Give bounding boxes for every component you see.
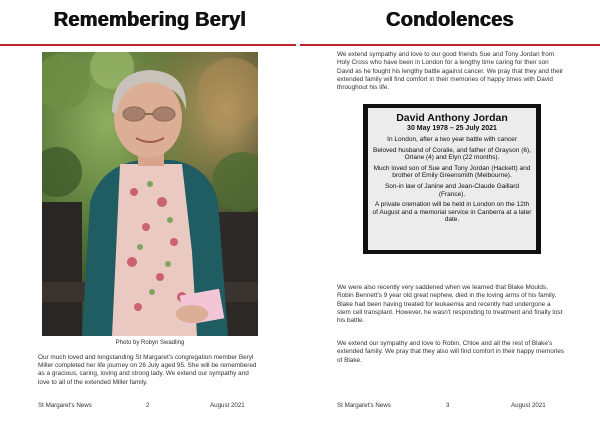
footer-page-number: 2 — [146, 402, 150, 409]
tribute-text: Our much loved and longstanding St Margaret's congregation member Beryl Miller completed her life journey on 26 July aged 95. She will be remembered as a gracious, caring, loving and strong lady. We extend our sympathy and love to all of the extended Miller family. — [38, 354, 257, 386]
notice-line: Son-in law of Janine and Jean-Claude Gaillard (France). — [384, 182, 520, 198]
footer-date: August 2021 — [210, 402, 245, 409]
footer-page-number: 3 — [446, 402, 450, 409]
sympathy-paragraph: We extend our sympathy and love to Robin, Chloe and all the rest of Blake's extended family. We pray that they also will find comfort in their happy memories of Blake. — [337, 340, 565, 364]
page-heading: Remembering Beryl — [53, 9, 247, 31]
death-notice — [363, 104, 541, 254]
footer-publication: St Margaret's News — [337, 402, 391, 409]
notice-name: David Anthony Jordan — [396, 112, 508, 124]
intro-paragraph: We extend sympathy and love to our good friends Sue and Tony Jordan from Holy Cross who have been in London for a lengthy time caring for their son David as he fought his lengthy battle against cancer. We pray that they and their extended family will find comfort in their memories of happy times with David throughout his life. — [337, 51, 564, 92]
right-page — [300, 0, 600, 424]
heading-rule — [300, 44, 600, 46]
notice-line: A private cremation will be held in London on the 12th of August and a memorial service in Canberra at a later date. — [372, 201, 532, 224]
beryl-photo — [42, 52, 258, 336]
page-heading: Condolences — [386, 9, 514, 31]
heading-rule — [0, 44, 296, 46]
footer-publication: St Margaret's News — [38, 402, 92, 409]
notice-line: In London, after a two year battle with cancer — [387, 136, 517, 143]
notice-dates: 30 May 1978 – 25 July 2021 — [407, 125, 497, 132]
notice-line: Much loved son of Sue and Tony Jordan (Hackett) and brother of Emily Greensmith (Melbourne). — [373, 164, 531, 180]
blake-paragraph: We were also recently very saddened when we learned that Blake Moulds, Robin Bennett's 9 year old great nephew, died in the loving arms of his family. Blake had been having treated for leukaemia and recently had undergone a stem cell transplant. However, he wasn't responding to treatment and finally lost his battle. — [337, 284, 563, 325]
footer-date: August 2021 — [511, 402, 546, 409]
photo-caption: Photo by Robyn Swadling — [115, 340, 185, 346]
notice-line: Beloved husband of Coralie, and father of Grayson (6), Orlane (4) and Elyn (22 months). — [373, 146, 531, 162]
